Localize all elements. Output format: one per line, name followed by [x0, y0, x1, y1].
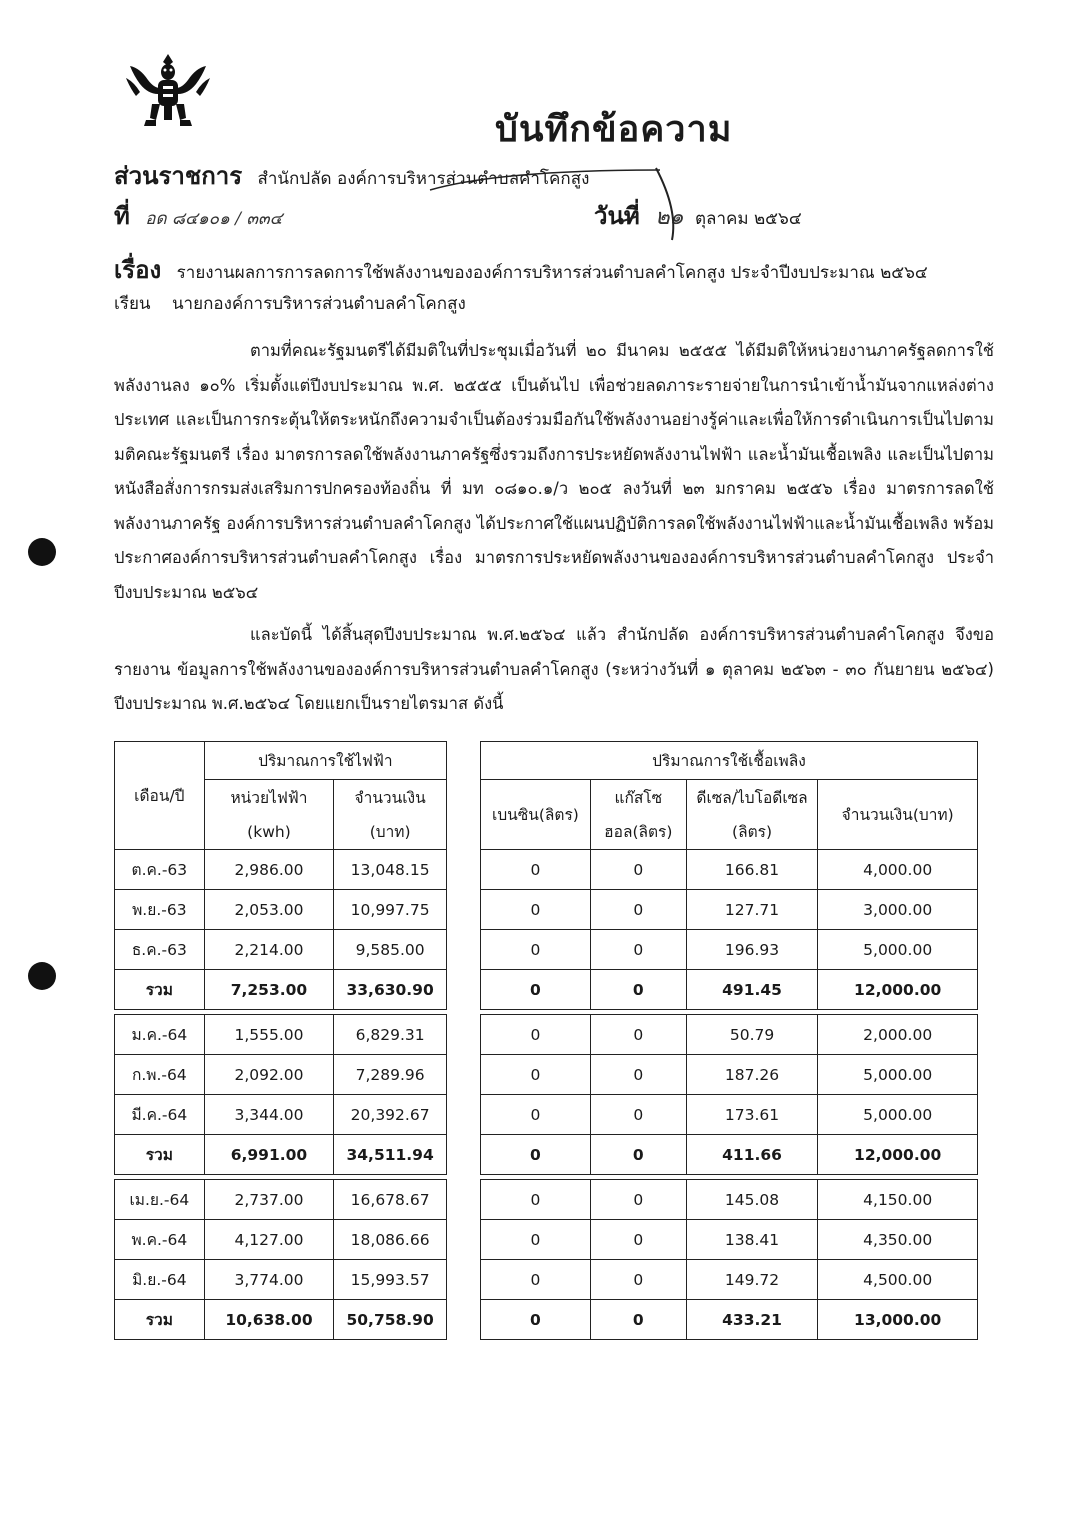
table-cell: 2,737.00: [204, 1180, 334, 1220]
table-cell: 2,986.00: [204, 850, 334, 890]
ref-value: อด ๘๔๑๐๑ / ๓๓๔: [145, 209, 283, 229]
to-value: นายกองค์การบริหารส่วนตำบลคำโคกสูง: [171, 294, 466, 314]
table-cell: 0: [481, 850, 591, 890]
table-row: [481, 930, 978, 970]
table-cell: 10,638.00: [204, 1300, 334, 1340]
table-cell: 0: [481, 1055, 591, 1095]
table-cell: 6,991.00: [204, 1135, 334, 1175]
paragraph-2: [114, 618, 994, 722]
table-cell: 7,289.96: [334, 1055, 447, 1095]
table-cell: 2,092.00: [204, 1055, 334, 1095]
table-row: [481, 850, 978, 890]
table-cell: 3,774.00: [204, 1260, 334, 1300]
table-cell: มิ.ย.-64: [115, 1260, 205, 1300]
date-day: ๒๑: [655, 205, 684, 230]
table-cell: เม.ย.-64: [115, 1180, 205, 1220]
table-cell: 2,000.00: [818, 1015, 978, 1055]
total-row: [481, 970, 978, 1010]
table-cell: 5,000.00: [818, 930, 978, 970]
table-cell: 0: [481, 890, 591, 930]
table-cell: 0: [481, 1095, 591, 1135]
table-cell: รวม: [115, 970, 205, 1010]
table-cell: 0: [590, 890, 686, 930]
table-cell: 4,500.00: [818, 1260, 978, 1300]
table-cell: 13,048.15: [334, 850, 447, 890]
total-row: [481, 1300, 978, 1340]
table-cell: 0: [481, 930, 591, 970]
table-cell: รวม: [115, 1300, 205, 1340]
to-label: เรียน: [114, 294, 151, 314]
table-cell: 0: [481, 1015, 591, 1055]
memo-title: บันทึกข้อความ: [495, 109, 733, 150]
table-row: [481, 890, 978, 930]
table-row: [115, 1055, 447, 1095]
ref-line: [114, 196, 282, 235]
table-cell: 50.79: [686, 1015, 818, 1055]
table-row: [115, 1260, 447, 1300]
table-cell: 4,000.00: [818, 850, 978, 890]
agency-value: สำนักปลัด องค์การบริหารส่วนตำบลคำโคกสูง: [257, 169, 590, 189]
subject-label: เรื่อง: [114, 256, 162, 284]
table-cell: 187.26: [686, 1055, 818, 1095]
table-cell: ธ.ค.-63: [115, 930, 205, 970]
table-cell: มี.ค.-64: [115, 1095, 205, 1135]
fuel-group-header: ปริมาณการใช้เชื้อเพลิง: [481, 742, 978, 780]
table-cell: 1,555.00: [204, 1015, 334, 1055]
table-cell: ต.ค.-63: [115, 850, 205, 890]
table-cell: 9,585.00: [334, 930, 447, 970]
total-row: [115, 970, 447, 1010]
table-cell: 433.21: [686, 1300, 818, 1340]
table-row: [115, 1015, 447, 1055]
table-row: [115, 1220, 447, 1260]
table-cell: 15,993.57: [334, 1260, 447, 1300]
table-row: [481, 1180, 978, 1220]
punch-hole: [28, 538, 56, 566]
table-cell: 0: [590, 1220, 686, 1260]
table-cell: 0: [590, 930, 686, 970]
electric-group-header: ปริมาณการใช้ไฟฟ้า: [204, 742, 446, 780]
table-cell: 0: [590, 1260, 686, 1300]
fuel-table: [480, 741, 978, 1340]
table-cell: 145.08: [686, 1180, 818, 1220]
table-cell: 0: [590, 1135, 686, 1175]
table-cell: 149.72: [686, 1260, 818, 1300]
table-cell: 12,000.00: [818, 1135, 978, 1175]
total-row: [115, 1135, 447, 1175]
table-cell: 2,053.00: [204, 890, 334, 930]
table-row: [481, 1095, 978, 1135]
electric-table: [114, 741, 447, 1340]
table-cell: 411.66: [686, 1135, 818, 1175]
table-row: [115, 1180, 447, 1220]
table-cell: 0: [590, 850, 686, 890]
table-cell: 0: [590, 970, 686, 1010]
table-cell: 138.41: [686, 1220, 818, 1260]
table-row: [481, 1260, 978, 1300]
table-cell: ม.ค.-64: [115, 1015, 205, 1055]
subject-value: รายงานผลการการลดการใช้พลังงานขององค์การบริหารส่วนตำบลคำโคกสูง ประจำปีงบประมาณ ๒๕๖๔: [176, 263, 928, 283]
table-cell: 2,214.00: [204, 930, 334, 970]
col-header-month: เดือน/ปี: [115, 742, 205, 850]
table-cell: 50,758.90: [334, 1300, 447, 1340]
to-line: [114, 290, 466, 317]
table-cell: 3,344.00: [204, 1095, 334, 1135]
table-cell: 13,000.00: [818, 1300, 978, 1340]
table-cell: 0: [481, 1135, 591, 1175]
table-row: [481, 1015, 978, 1055]
table-row: [481, 1055, 978, 1095]
table-cell: 18,086.66: [334, 1220, 447, 1260]
table-cell: 0: [481, 1220, 591, 1260]
table-row: [481, 1220, 978, 1260]
punch-hole: [28, 962, 56, 990]
table-row: [115, 890, 447, 930]
table-cell: 0: [590, 1180, 686, 1220]
col-header-amount: จำนวนเงิน (บาท): [334, 780, 447, 850]
table-cell: 34,511.94: [334, 1135, 447, 1175]
ref-label: ที่: [114, 202, 130, 230]
table-cell: 5,000.00: [818, 1095, 978, 1135]
table-cell: ก.พ.-64: [115, 1055, 205, 1095]
table-cell: 7,253.00: [204, 970, 334, 1010]
paragraph-1-text: ตามที่คณะรัฐมนตรีได้มีมติในที่ประชุมเมื่อวันที่ ๒๐ มีนาคม ๒๕๕๕ ได้มีมติให้หน่วยงานภาครัฐลดการใช้พลังงานลง ๑๐% เริ่มตั้งแต่ปีงบประมาณ พ.ศ. ๒๕๕๕ เป็นต้นไป เพื่อช่วยลดภาระรายจ่ายในการนำเข้าน้ำมันจากแหล่งต่างประเทศ และเป็นการกระตุ้นให้ตระหนักถึงความจำเป็นต้องร่วมมือกันใช้พลังงานอย่างรู้ค่าและเพื่อให้การดำเนินการเป็นไปตามมติคณะรัฐมนตรี เรื่อง มาตรการลดใช้พลังงานภาครัฐซึ่งรวมถึงการประหยัดพลังงานไฟฟ้า และน้ำมันเชื้อเพลิง และเป็นไปตามหนังสือสั่งการกรมส่งเสริมการปกครองท้องถิ่น ที่ มท ๐๘๑๐.๑/ว ๒๐๕ ลงวันที่ ๒๓ มกราคม ๒๕๕๖ เรื่อง มาตรการลดใช้พลังงานภาครัฐ องค์การบริหารส่วนตำบลคำโคกสูง ได้ประกาศใช้แผนปฏิบัติการลดใช้พลังงานไฟฟ้าและน้ำมันเชื้อเพลิง พร้อมประกาศองค์การบริหารส่วนตำบลคำโคกสูง เรื่อง มาตรการประหยัดพลังงานขององค์การบริหารส่วนตำบลคำโคกสูง ประจำปีงบประมาณ ๒๕๖๔: [114, 341, 994, 602]
table-cell: 173.61: [686, 1095, 818, 1135]
table-cell: 4,127.00: [204, 1220, 334, 1260]
table-cell: 0: [590, 1095, 686, 1135]
agency-label: ส่วนราชการ: [114, 162, 243, 190]
table-cell: 0: [590, 1015, 686, 1055]
table-cell: 4,350.00: [818, 1220, 978, 1260]
date-rest: ตุลาคม ๒๕๖๔: [694, 209, 802, 229]
table-cell: 0: [590, 1055, 686, 1095]
table-row: [115, 850, 447, 890]
table-cell: 10,997.75: [334, 890, 447, 930]
col-header-gasohol: แก๊สโซ ฮอล(ลิตร): [590, 780, 686, 850]
garuda-emblem-icon: [122, 52, 214, 132]
table-cell: 33,630.90: [334, 970, 447, 1010]
table-cell: 0: [481, 1260, 591, 1300]
total-row: [115, 1300, 447, 1340]
col-header-units: หน่วยไฟฟ้า (kwh): [204, 780, 334, 850]
table-cell: 127.71: [686, 890, 818, 930]
paragraph-1: [114, 334, 994, 610]
table-cell: รวม: [115, 1135, 205, 1175]
table-row: [115, 930, 447, 970]
total-row: [481, 1135, 978, 1175]
table-cell: 196.93: [686, 930, 818, 970]
table-cell: 12,000.00: [818, 970, 978, 1010]
table-cell: 5,000.00: [818, 1055, 978, 1095]
table-cell: 0: [481, 970, 591, 1010]
table-cell: 20,392.67: [334, 1095, 447, 1135]
table-cell: พ.ย.-63: [115, 890, 205, 930]
table-cell: พ.ค.-64: [115, 1220, 205, 1260]
table-cell: 0: [590, 1300, 686, 1340]
paragraph-2-text: และบัดนี้ ได้สิ้นสุดปีงบประมาณ พ.ศ.๒๕๖๔ แล้ว สำนักปลัด องค์การบริหารส่วนตำบลคำโคกสูง จึงขอรายงาน ข้อมูลการใช้พลังงานขององค์การบริหารส่วนตำบลคำโคกสูง (ระหว่างวันที่ ๑ ตุลาคม ๒๕๖๓ - ๓๐ กันยายน ๒๕๖๔) ปีงบประมาณ พ.ศ.๒๕๖๔ โดยแยกเป็นรายไตรมาส ดังนี้: [114, 625, 994, 713]
table-cell: 491.45: [686, 970, 818, 1010]
handwritten-marks: [420, 150, 700, 250]
table-cell: 166.81: [686, 850, 818, 890]
table-cell: 3,000.00: [818, 890, 978, 930]
date-label: วันที่: [594, 202, 640, 230]
table-cell: 4,150.00: [818, 1180, 978, 1220]
table-row: [115, 1095, 447, 1135]
col-header-diesel: ดีเซล/ไบโอดีเซล (ลิตร): [686, 780, 818, 850]
subject-line: [114, 250, 928, 289]
table-cell: 0: [481, 1300, 591, 1340]
col-header-benzin: เบนซิน(ลิตร): [481, 780, 591, 850]
table-cell: 6,829.31: [334, 1015, 447, 1055]
col-header-fuel-amount: จำนวนเงิน(บาท): [818, 780, 978, 850]
table-cell: 0: [481, 1180, 591, 1220]
table-cell: 16,678.67: [334, 1180, 447, 1220]
